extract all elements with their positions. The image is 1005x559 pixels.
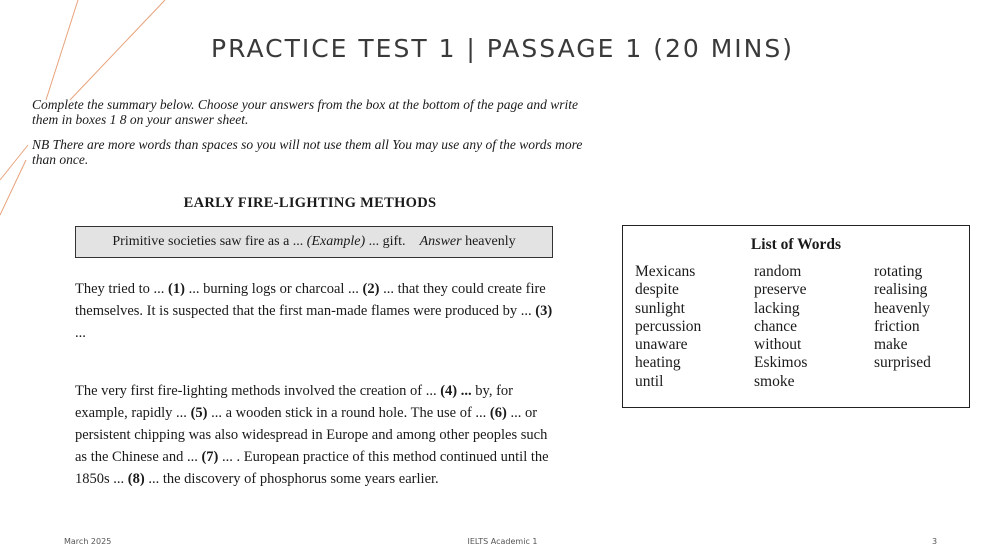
example-text-after: ... gift.	[365, 234, 406, 249]
answer-label: Answer	[419, 234, 462, 249]
para2-text-2: by, for example, rapidly ...	[75, 383, 513, 421]
word-column-1	[635, 263, 701, 391]
para2-text-1: The very first fire-lighting methods involved the creation of ...	[75, 383, 441, 399]
example-label: (Example)	[306, 234, 366, 249]
word-item: random	[754, 263, 802, 280]
para2-text-5: ... . European practice of this method continued until the 1850s ...	[75, 449, 549, 487]
word-item: until	[635, 372, 664, 390]
word-column-3	[874, 263, 931, 373]
gap-1: (1)	[168, 281, 185, 297]
instruction-line-2: NB There are more words than spaces so you will not use them all You may use any of the words more than once.	[32, 137, 583, 167]
word-item: unaware	[635, 336, 688, 354]
word-item: chance	[754, 317, 798, 335]
word-list-title: List of Words	[750, 236, 842, 253]
word-item: heating	[635, 354, 681, 372]
gap-7: (7)	[201, 449, 219, 465]
word-item: heavenly	[874, 299, 930, 317]
word-item: smoke	[754, 372, 795, 390]
word-item: lacking	[754, 299, 800, 317]
slide-title: PRACTICE TEST 1 | PASSAGE 1 (20 MINS)	[211, 34, 794, 63]
word-item: percussion	[635, 317, 702, 335]
word-item: friction	[874, 317, 920, 335]
word-item: rotating	[874, 263, 923, 280]
word-item: without	[754, 336, 802, 354]
summary-paragraph-2	[75, 380, 555, 490]
deco-line-4	[0, 160, 26, 215]
para1-text-4: ...	[75, 325, 86, 341]
gap-4: (4) ...	[440, 383, 472, 399]
gap-8: (8)	[127, 471, 145, 487]
para1-text-2: ... burning logs or charcoal ...	[184, 281, 363, 297]
word-item: despite	[635, 281, 679, 299]
passage-title: EARLY FIRE-LIGHTING METHODS	[183, 195, 437, 211]
word-item: Eskimos	[754, 354, 808, 372]
word-column-2	[754, 263, 807, 391]
word-item: Mexicans	[635, 263, 696, 280]
para1-text-1: They tried to ...	[75, 281, 169, 297]
gap-6: (6)	[489, 405, 507, 421]
footer-page-number: 3	[932, 537, 938, 546]
word-item: preserve	[754, 281, 807, 299]
word-item: realising	[874, 281, 928, 299]
example-box	[75, 226, 553, 258]
word-item: surprised	[874, 354, 931, 372]
example-answer: heavenly	[465, 234, 516, 249]
gap-3: (3)	[535, 303, 553, 319]
footer-date: March 2025	[64, 537, 112, 546]
para2-text-3: ... a wooden stick in a round hole. The use of ...	[207, 405, 490, 421]
word-list-box	[622, 225, 970, 408]
summary-paragraph-1	[75, 278, 555, 344]
para2-text-6: ... the discovery of phosphorus some years earlier.	[144, 471, 439, 487]
para1-text-3: ... that they could create fire themselves. It is suspected that the first man-made flames were produced by ...	[75, 281, 546, 319]
instruction-line-1: Complete the summary below. Choose your answers from the box at the bottom of the page and write them in boxes 1 8 on your answer sheet.	[32, 97, 578, 127]
example-text-before: Primitive societies saw fire as a ...	[112, 234, 307, 249]
word-item: make	[874, 336, 908, 354]
gap-5: (5)	[190, 405, 208, 421]
word-item: sunlight	[635, 299, 685, 317]
deco-line-3	[0, 145, 28, 180]
footer-title: IELTS Academic 1	[467, 537, 538, 546]
gap-2: (2)	[362, 281, 380, 297]
para2-text-4: ... or persistent chipping was also widespread in Europe and among other peoples such as the Chinese and ...	[75, 405, 548, 465]
